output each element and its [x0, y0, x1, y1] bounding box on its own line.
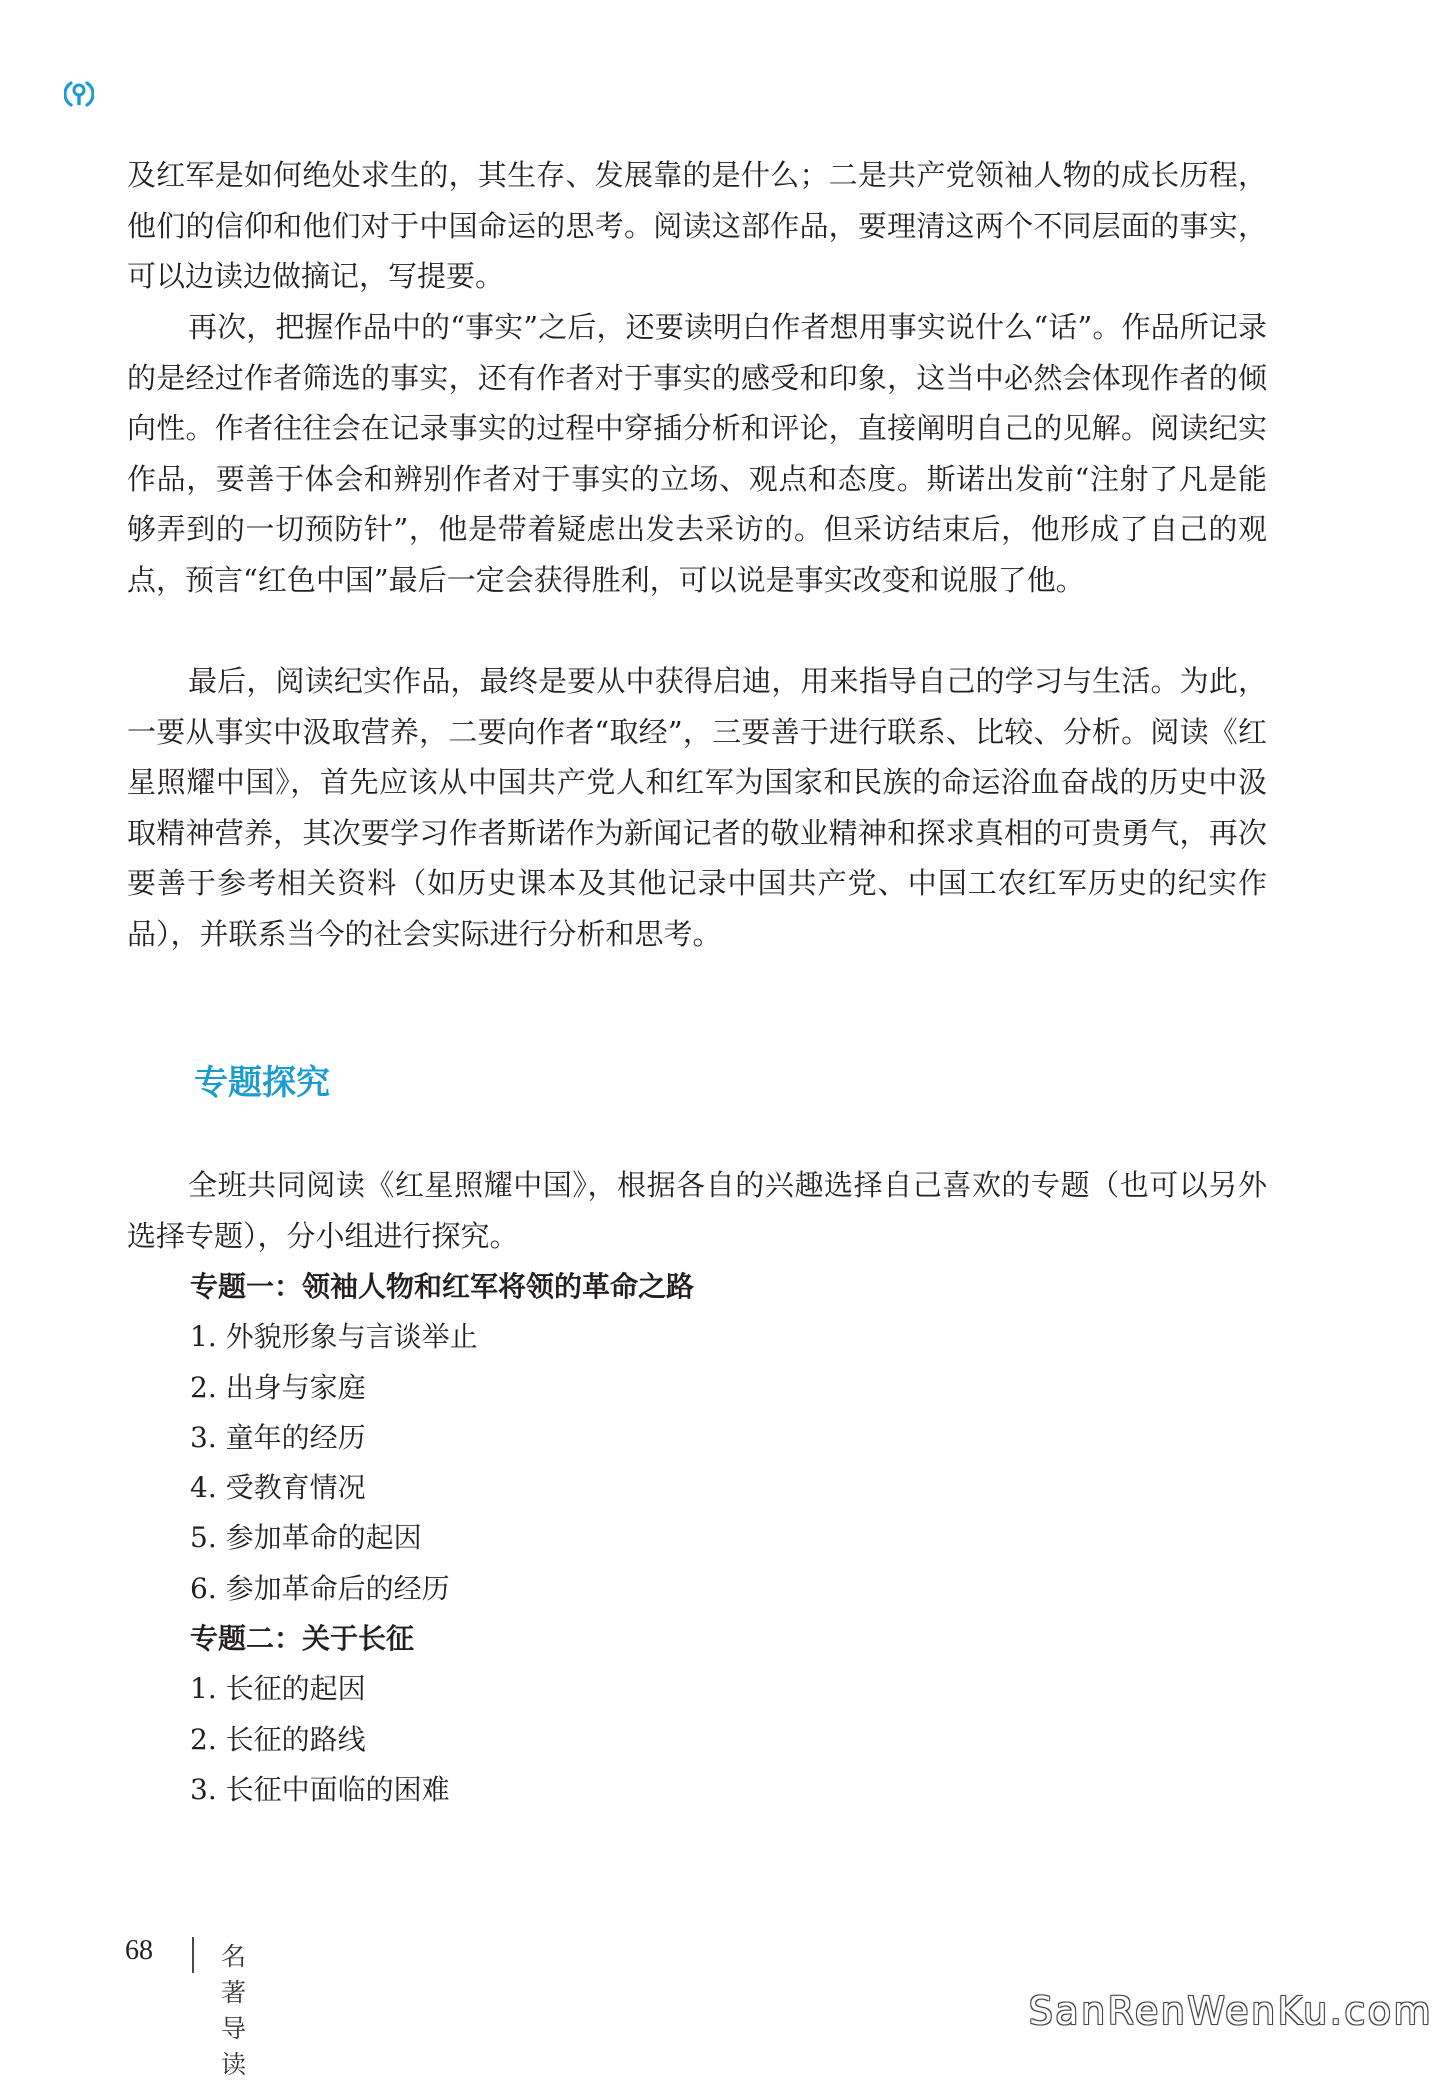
- radio-signal-icon: [64, 79, 94, 109]
- body-paragraph: 最后，阅读纪实作品，最终是要从中获得启迪，用来指导自己的学习与生活。为此，一要从事实中汲取营养，二要向作者“取经”，三要善于进行联系、比较、分析。阅读《红星照耀中国》，首先应该从中国共产党人和红军为国家和民族的命运浴血奋战的历史中汲取精神营养，其次要学习作者斯诺作为新闻记者的敬业精神和探求真相的可贵勇气，再次要善于参考相关资料（如历史课本及其他记录中国共产党、中国工农红军历史的纪实作品），并联系当今的社会实际进行分析和思考。: [127, 664, 1267, 951]
- section-intro: 全班共同阅读《红星照耀中国》，根据各自的兴趣选择自己喜欢的专题（也可以另外选择专题），分小组进行探究。: [127, 1168, 1267, 1253]
- section-title: 专题探究: [194, 1063, 330, 1103]
- list-item: 1. 外貌形象与言谈举止: [190, 1320, 478, 1354]
- list-item: 4. 受教育情况: [190, 1471, 366, 1505]
- book-title: 名著导读: [221, 1942, 247, 2079]
- body-paragraph: 再次，把握作品中的“事实”之后，还要读明白作者想用事实说什么“话”。作品所记录的是经过作者筛选的事实，还有作者对于事实的感受和印象，这当中必然会体现作者的倾向性。作者往往会在记录事实的过程中穿插分析和评论，直接阐明自己的见解。阅读纪实作品，要善于体会和辨别作者对于事实的立场、观点和态度。斯诺出发前“注射了凡是能够弄到的一切预防针”，他是带着疑虑出发去采访的。但采访结束后，他形成了自己的观点，预言“红色中国”最后一定会获得胜利，可以说是事实改变和说服了他。: [127, 310, 1267, 597]
- list-item: 3. 长征中面临的困难: [190, 1772, 450, 1806]
- list-item: 3. 童年的经历: [190, 1420, 366, 1454]
- body-paragraph: 及红军是如何绝处求生的，其生存、发展靠的是什么；二是共产党领袖人物的成长历程，他们的信仰和他们对于中国命运的思考。阅读这部作品，要理清这两个不同层面的事实，可以边读边做摘记，写提要。: [127, 158, 1267, 293]
- footer-divider: [192, 1937, 194, 1973]
- page-number: 68: [125, 1935, 153, 1966]
- list-item: 6. 参加革命后的经历: [190, 1571, 450, 1605]
- topic-list: [190, 1262, 694, 1815]
- list-item: 5. 参加革命的起因: [190, 1521, 422, 1555]
- topic-heading: 专题一：领袖人物和红军将领的革命之路: [190, 1270, 695, 1303]
- topic-heading: 专题二：关于长征: [190, 1622, 415, 1656]
- list-item: 2. 出身与家庭: [190, 1370, 366, 1404]
- list-item: 1. 长征的起因: [190, 1672, 366, 1706]
- list-item: 2. 长征的路线: [190, 1722, 366, 1756]
- watermark: SanRenWenKu.com: [1028, 1989, 1433, 2033]
